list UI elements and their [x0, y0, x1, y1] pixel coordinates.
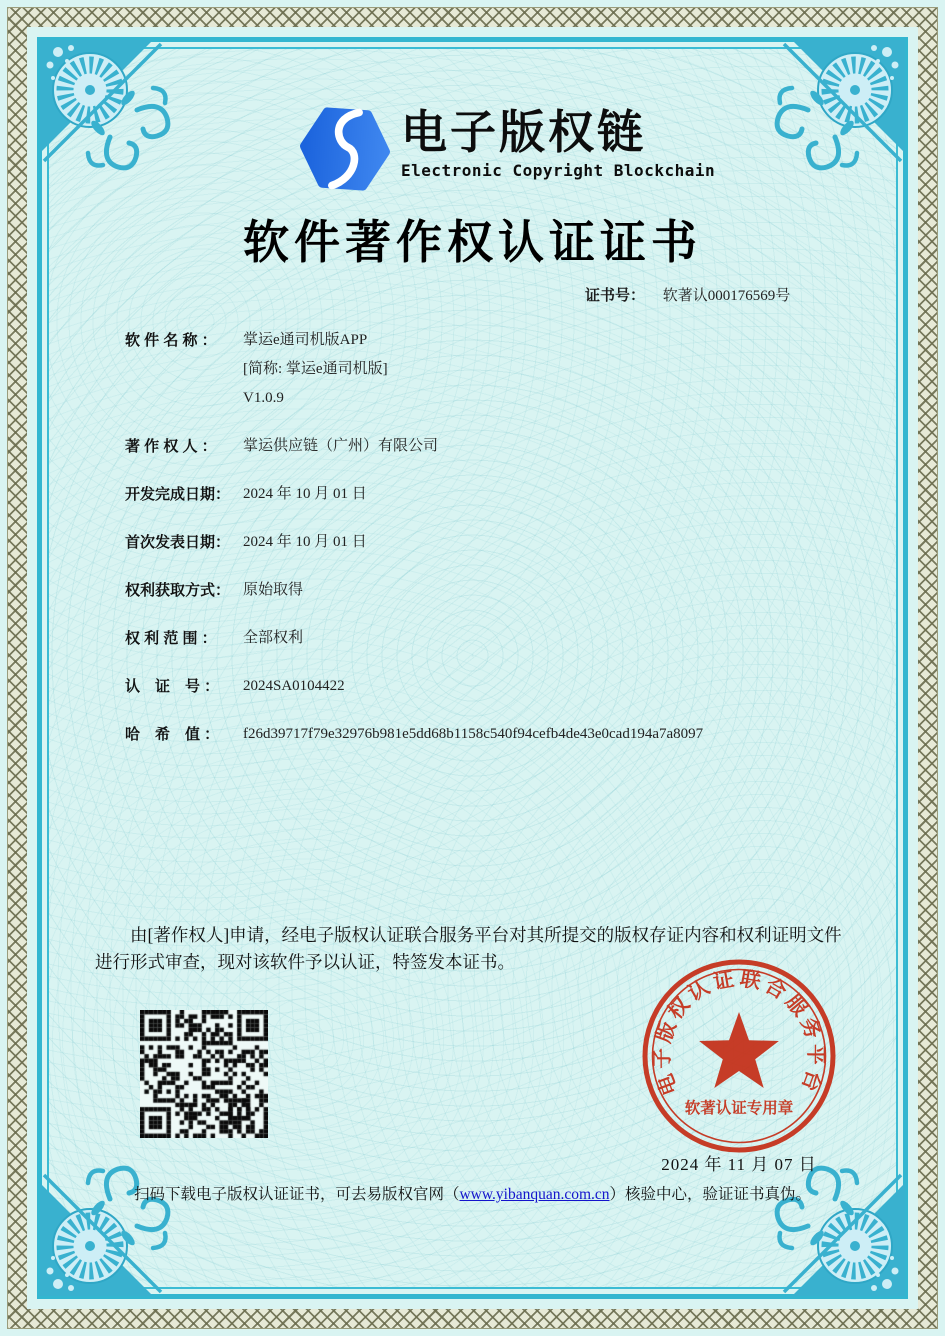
footer-text-after: ）核验中心，验证证书真伪。: [609, 1186, 812, 1203]
field-value: [243, 672, 345, 701]
field-row-first-publish-date: [125, 528, 845, 557]
seal-star-icon: [699, 1012, 779, 1088]
seal-ring-text: 电子版权认证联合服务平台: [650, 967, 828, 1099]
field-line: [简称: 掌运e通司机版]: [243, 361, 388, 377]
certificate-heading: 软件著作权认证证书: [243, 217, 702, 268]
corner-ornament-bottom-left: [40, 1146, 190, 1296]
certification-statement: 由[著作权人]申请，经电子版权认证联合服务平台对其所提交的版权存证内容和权利证明文件进行形式审查，现对该软件予以认证，特签发本证书。: [95, 925, 842, 972]
footer-text-before: 扫码下载电子版权认证证书，可去易版权官网（: [133, 1186, 460, 1203]
field-label: 首次发表日期：: [125, 534, 231, 551]
footer-note: [0, 1182, 945, 1204]
field-row-copyright-owner: [125, 432, 845, 461]
field-value: [243, 528, 367, 557]
field-line: 2024SA0104422: [243, 678, 345, 694]
field-row-hash: [125, 720, 845, 749]
field-line: f26d39717f79e32976b981e5dd68b1158c540f94cefb4de43e0cad194a7a8097: [243, 726, 704, 742]
field-row-dev-complete-date: [125, 480, 845, 509]
field-value: [243, 624, 303, 653]
brand-title: 电子版权链: [401, 107, 646, 158]
field-line: 掌运供应链（广州）有限公司: [243, 438, 439, 454]
field-line: 掌运e通司机版APP: [243, 332, 368, 348]
verification-site-link[interactable]: www.yibanquan.com.cn: [459, 1186, 610, 1203]
corner-ornament-top-left: [40, 40, 190, 190]
field-line: V1.0.9: [243, 390, 284, 406]
cert-number-row: [585, 284, 790, 305]
cert-number-label: 证书号：: [585, 287, 646, 304]
brand-header: [299, 103, 715, 195]
field-label: 开发完成日期：: [125, 486, 231, 503]
field-value: [243, 432, 438, 461]
field-row-cert-id: [125, 672, 845, 701]
field-row-rights-scope: [125, 624, 845, 653]
field-line: 2024 年 10 月 01 日: [243, 534, 367, 550]
seal-caption: 软著认证专用章: [684, 1100, 794, 1117]
cert-number-value: 软著认000176569号: [662, 288, 791, 304]
field-label: 认 证 号 ：: [125, 678, 220, 695]
field-label: 权 利 范 围 ：: [125, 630, 217, 647]
field-row-rights-acquisition: [125, 576, 845, 605]
field-row-software-name: [125, 326, 845, 413]
field-label: 哈 希 值 ：: [125, 726, 220, 743]
field-label: 权利获取方式：: [125, 582, 231, 599]
field-value: [243, 480, 367, 509]
field-value: [243, 326, 388, 413]
hexagon-chain-logo-icon: [299, 103, 391, 195]
official-red-seal: [639, 956, 839, 1156]
field-value: [243, 576, 303, 605]
field-line: 原始取得: [243, 582, 304, 598]
issue-date: 2024 年 11 月 07 日: [661, 1155, 817, 1174]
field-label: 软 件 名 称 ：: [125, 332, 217, 349]
field-list: [125, 326, 845, 768]
field-value: [243, 720, 703, 749]
brand-subtitle: Electronic Copyright Blockchain: [401, 161, 716, 180]
field-line: 全部权利: [243, 630, 304, 646]
field-line: 2024 年 10 月 01 日: [243, 486, 367, 502]
corner-ornament-top-right: [755, 40, 905, 190]
field-label: 著 作 权 人 ：: [125, 438, 217, 455]
qr-code: [140, 1010, 268, 1138]
